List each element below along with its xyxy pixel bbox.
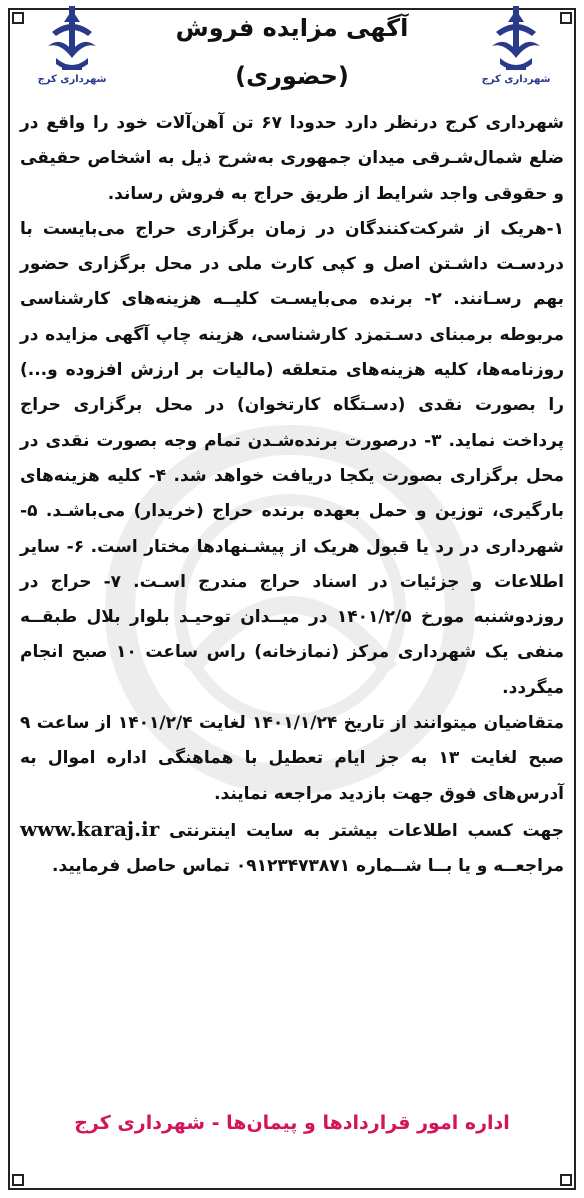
intro-paragraph: شهرداری کرج درنظر دارد حدودا ۶۷ تن آهن‌آلات خود را واقع در ضلع شمال‌شـرقی میدان جمهوری به‌شرح ذیل به اشخاص حقیقی و حقوقی واجد شرایط از طریق حراج به فروش رساند. [20, 113, 564, 204]
border-corner-ornament [560, 1174, 572, 1186]
border-corner-ornament [12, 1174, 24, 1186]
logo-caption: شهرداری کرج [37, 74, 107, 85]
visit-paragraph: متقاضیان میتوانند از تاریخ ۱۴۰۱/۱/۲۴ لغایت ۱۴۰۱/۲/۴ از ساعت ۹ صبح لغایت ۱۳ به جز ایام تعطیل با هماهنگی اداره اموال به آدرس‌های فوق جهت بازدید مراجعه نمایند. [20, 713, 564, 804]
contact-paragraph [20, 812, 564, 885]
footer-signature: اداره امور قراردادها و پیمان‌ها - شهرداری کرج [74, 1112, 510, 1134]
announcement-body [20, 106, 564, 885]
header [0, 0, 584, 110]
contact-text-after: مراجعــه و یا بــا شــماره ۰۹۱۲۳۴۷۳۸۷۱ تماس حاصل فرمایید. [52, 856, 564, 877]
page-title: آگهی مزایده فروش [175, 14, 409, 42]
website-link[interactable]: www.karaj.ir [20, 816, 160, 841]
logo-caption: شهرداری کرج [481, 74, 551, 85]
conditions-paragraph: ۱-هریک از شرکت‌کنندگان در زمان برگزاری حراج می‌بایست با دردسـت داشـتن اصل و کپی کارت ملی در محل برگزاری حضور بهم رسـانند. ۲- برنده می‌بایسـت کلیــه هزینه‌های کارشناسی مربوطه برمبنای دسـتمزد کارشناسی، هزینه چاپ آگهی مزایده در روزنامه‌ها، کلیه هزینه‌های متعلقه (مالیات بر ارزش افزوده و...) را بصورت نقدی (دسـتگاه کارتخوان) در محل برگزاری حراج پرداخت نماید. ۳- درصورت برنده‌شـدن تمام وجه بصورت نقدی در محل برگزاری بصورت یکجا دریافت خواهد شد. ۴- کلیه هزینه‌های بارگیری، توزین و حمل بعهده برنده حراج (خریدار) می‌باشـد. ۵- شهرداری در رد یا قبول هریک از پیشـنهادها مختار است. ۶- سایر اطلاعات و جزئیات در اسناد حراج مندرج اسـت. ۷- حراج در روزدوشنبه مورخ ۱۴۰۱/۲/۵ در میــدان توحیـد بلوار بلال طبقــه منفی یک شهرداری مرکز (نمازخانه) راس ساعت ۱۰ صبح انجام میگردد. [20, 218, 565, 698]
page-subtitle: (حضوری) [235, 62, 349, 90]
contact-text-before: جهت کسب اطلاعات بیشتر به سایت اینترنتی [159, 820, 564, 841]
